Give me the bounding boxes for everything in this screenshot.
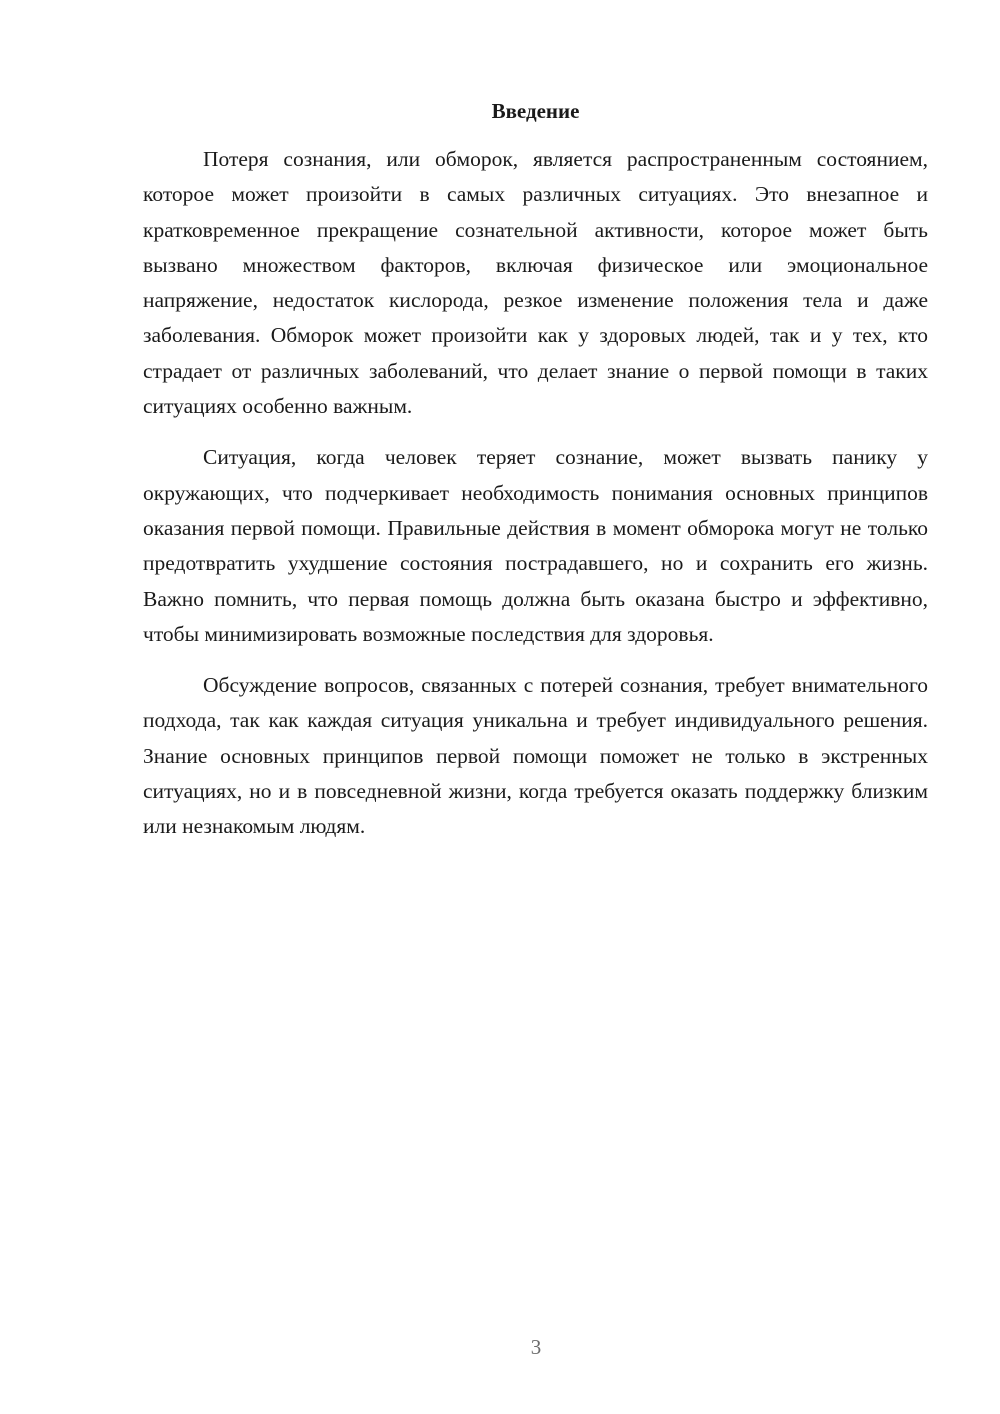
paragraph-1: Потеря сознания, или обморок, является распространенным состоянием, которое может произойти в самых различных ситуациях. Это внезапное и кратковременное прекращение сознательной активности, которое может быть вызвано множеством факторов, включая физическое или эмоциональное напряжение, недостаток кислорода, резкое изменение положения тела и даже заболевания. Обморок может произойти как у здоровых людей, так и у тех, кто страдает от различных заболеваний, что делает знание о первой помощи в таких ситуациях особенно важным. bbox=[143, 147, 928, 419]
page-number: 3 bbox=[530, 1335, 542, 1359]
body-text bbox=[143, 142, 928, 861]
paragraph-2: Ситуация, когда человек теряет сознание, может вызвать панику у окружающих, что подчеркивает необходимость понимания основных принципов оказания первой помощи. Правильные действия в момент обморока могут не только предотвратить ухудшение состояния пострадавшего, но и сохранить его жизнь. Важно помнить, что первая помощь должна быть оказана быстро и эффективно, чтобы минимизировать возможные последствия для здоровья. bbox=[143, 445, 928, 646]
paragraph-3: Обсуждение вопросов, связанных с потерей сознания, требует внимательного подхода, так как каждая ситуация уникальна и требует индивидуального решения. Знание основных принципов первой помощи поможет не только в экстренных ситуациях, но и в повседневной жизни, когда требуется оказать поддержку близким или незнакомым людям. bbox=[143, 673, 928, 839]
section-heading: Введение bbox=[491, 99, 580, 123]
